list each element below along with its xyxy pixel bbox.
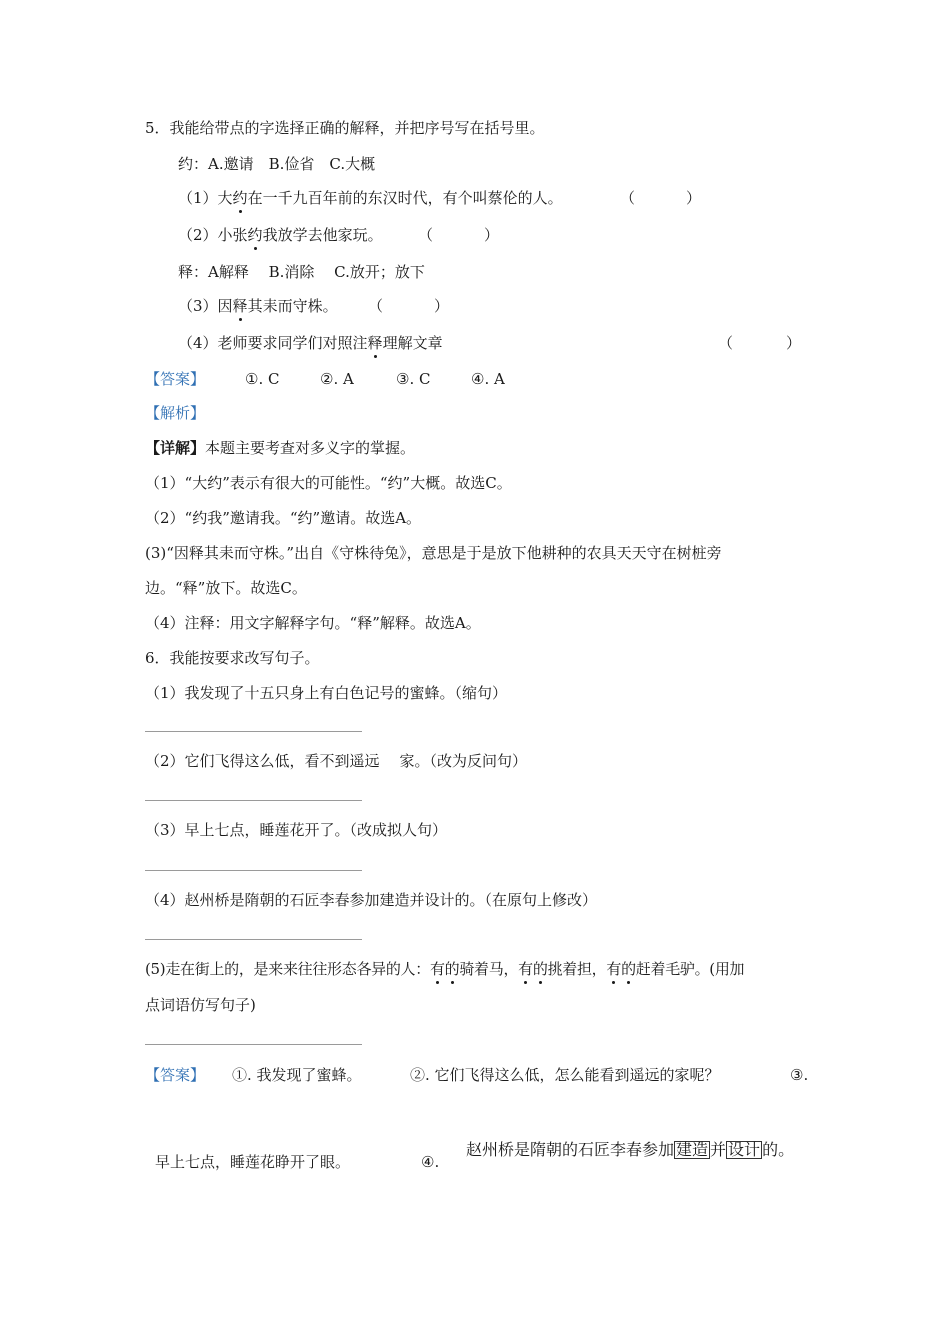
q6-s5-answer-line: [145, 1044, 362, 1045]
analysis-p1: （1）“大约”表示有很大的可能性。“约”大概。故选C。: [145, 474, 512, 492]
q5-item-4-pre: （4）老师要求同学们对照注: [178, 334, 368, 352]
analysis-tag: 【解析】: [145, 404, 206, 422]
q6-s2: [145, 751, 527, 771]
q5-item-1-pre: （1）大: [178, 189, 233, 207]
q6-s5-dotted-de-3: 的: [621, 960, 636, 978]
answer5-a3: ③. C: [396, 370, 431, 388]
answer6-a4-pre: 赵州桥是隋朝的石匠李春参加: [466, 1140, 675, 1159]
analysis-p4: （4）注释：用文字解释字句。“释”解释。故选A。: [145, 614, 481, 632]
q6-s5-dotted-you-3: 有: [606, 960, 622, 978]
q6-s5-dotted-you-1: 有: [429, 960, 445, 978]
answer6-a4-bing: 并: [710, 1140, 727, 1159]
q5-item-4-paren-close: ）: [786, 334, 802, 352]
answer6-a2: ②. 它们飞得这么低，怎么能看到遥远的家呢？: [410, 1066, 720, 1084]
q5-item-4: [178, 333, 443, 353]
q5-item-2-paren-open: （: [418, 226, 434, 244]
q6-s4: （4）赵州桥是隋朝的石匠李春参加建造并设计的。（在原句上修改）: [145, 891, 598, 909]
q6-s5-pre: (5)走在街上的，是来来往往形态各异的人：: [145, 960, 430, 978]
q5-item-2: [178, 225, 383, 245]
q5-item-1-post: 在一千九百年前的东汉时代，有个叫蔡伦的人。: [247, 189, 563, 207]
q5-title: 5．我能给带点的字选择正确的解释，并把序号写在括号里。: [145, 119, 545, 137]
analysis-detail-tag: 【详解】: [145, 439, 206, 457]
q5-item-3: [178, 296, 338, 316]
q6-s3: （3）早上七点，睡莲花开了。（改成拟人句）: [145, 821, 448, 839]
q5-yue-options: 约：A.邀请 B.俭省 C.大概: [178, 155, 376, 173]
answer5-a1: ①. C: [245, 370, 280, 388]
q5-item-2-paren-close: ）: [484, 226, 500, 244]
q6-s2-part-a: （2）它们飞得这么低，看不到遥远: [145, 752, 380, 770]
answer5-tag: 【答案】: [145, 370, 206, 388]
q6-s5-line1: [145, 959, 744, 979]
q6-s3-answer-line: [145, 870, 362, 871]
q6-s5-mid-2: 挑着担，: [547, 960, 607, 978]
q5-item-3-paren-close: ）: [434, 297, 450, 315]
q6-s5-dotted-de-1: 的: [444, 960, 460, 978]
q5-item-1-paren-open: （: [620, 189, 636, 207]
q6-title: 6．我能按要求改写句子。: [145, 649, 320, 667]
answer6-a1: ①. 我发现了蜜蜂。: [232, 1066, 362, 1084]
q6-s5-mid-1: 骑着马，: [459, 960, 519, 978]
q5-item-2-pre: （2）小张: [178, 226, 248, 244]
q5-item-2-dotted-char: 约: [247, 226, 263, 244]
q6-s5-line2: 点词语仿写句子): [145, 996, 256, 1014]
q6-s5-post: 赶着毛驴。(用加: [635, 960, 745, 978]
analysis-detail: [145, 438, 415, 458]
answer6-a3-text: 早上七点，睡莲花睁开了眼。: [155, 1153, 351, 1171]
q5-item-1-dotted-char: 约: [232, 189, 248, 207]
q6-s4-answer-line: [145, 939, 362, 940]
q5-shi-options: 释：A解释 B.消除 C.放开；放下: [178, 263, 425, 281]
answer5-a4: ④. A: [471, 370, 505, 388]
answer5-a2: ②. A: [320, 370, 354, 388]
q5-item-1: [178, 188, 563, 208]
analysis-p3b: 边。“释”放下。故选C。: [145, 579, 307, 597]
answer6-a4-post: 的。: [762, 1140, 795, 1159]
q6-s2-part-b: 家。（改为反问句）: [399, 752, 528, 770]
answer6-a4-box-sheji: 设计: [728, 1140, 761, 1159]
answer6-a4-edited-sentence: [466, 1140, 794, 1160]
q5-item-4-post: 理解文章: [382, 334, 443, 352]
answer6-tag: 【答案】: [145, 1066, 206, 1084]
analysis-p3a: (3)“因释其耒而守株。”出自《守株待兔》，意思是于是放下他耕种的农具天天守在树桩旁: [145, 544, 722, 562]
q5-item-4-paren-open: （: [718, 334, 734, 352]
q5-item-3-paren-open: （: [368, 297, 384, 315]
q5-item-3-dotted-char: 释: [232, 297, 248, 315]
analysis-p2: （2）“约我”邀请我。“约”邀请。故选A。: [145, 509, 422, 527]
q5-item-1-paren-close: ）: [686, 189, 702, 207]
answer6-a3-number: ③.: [790, 1066, 809, 1084]
q5-item-3-pre: （3）因: [178, 297, 233, 315]
q6-s1: （1）我发现了十五只身上有白色记号的蜜蜂。（缩句）: [145, 684, 508, 702]
q5-item-3-post: 其耒而守株。: [247, 297, 338, 315]
analysis-detail-text: 本题主要考查对多义字的掌握。: [205, 439, 416, 457]
q5-item-2-post: 我放学去他家玩。: [262, 226, 383, 244]
q6-s2-answer-line: [145, 800, 362, 801]
q6-s5-dotted-you-2: 有: [518, 960, 533, 978]
q6-s5-dotted-de-2: 的: [532, 960, 548, 978]
q5-item-4-dotted-char: 释: [367, 334, 383, 352]
q6-s1-answer-line: [145, 731, 362, 732]
answer6-a4-number: ④.: [421, 1153, 440, 1171]
answer6-a4-box-jianzao: 建造: [676, 1140, 709, 1159]
